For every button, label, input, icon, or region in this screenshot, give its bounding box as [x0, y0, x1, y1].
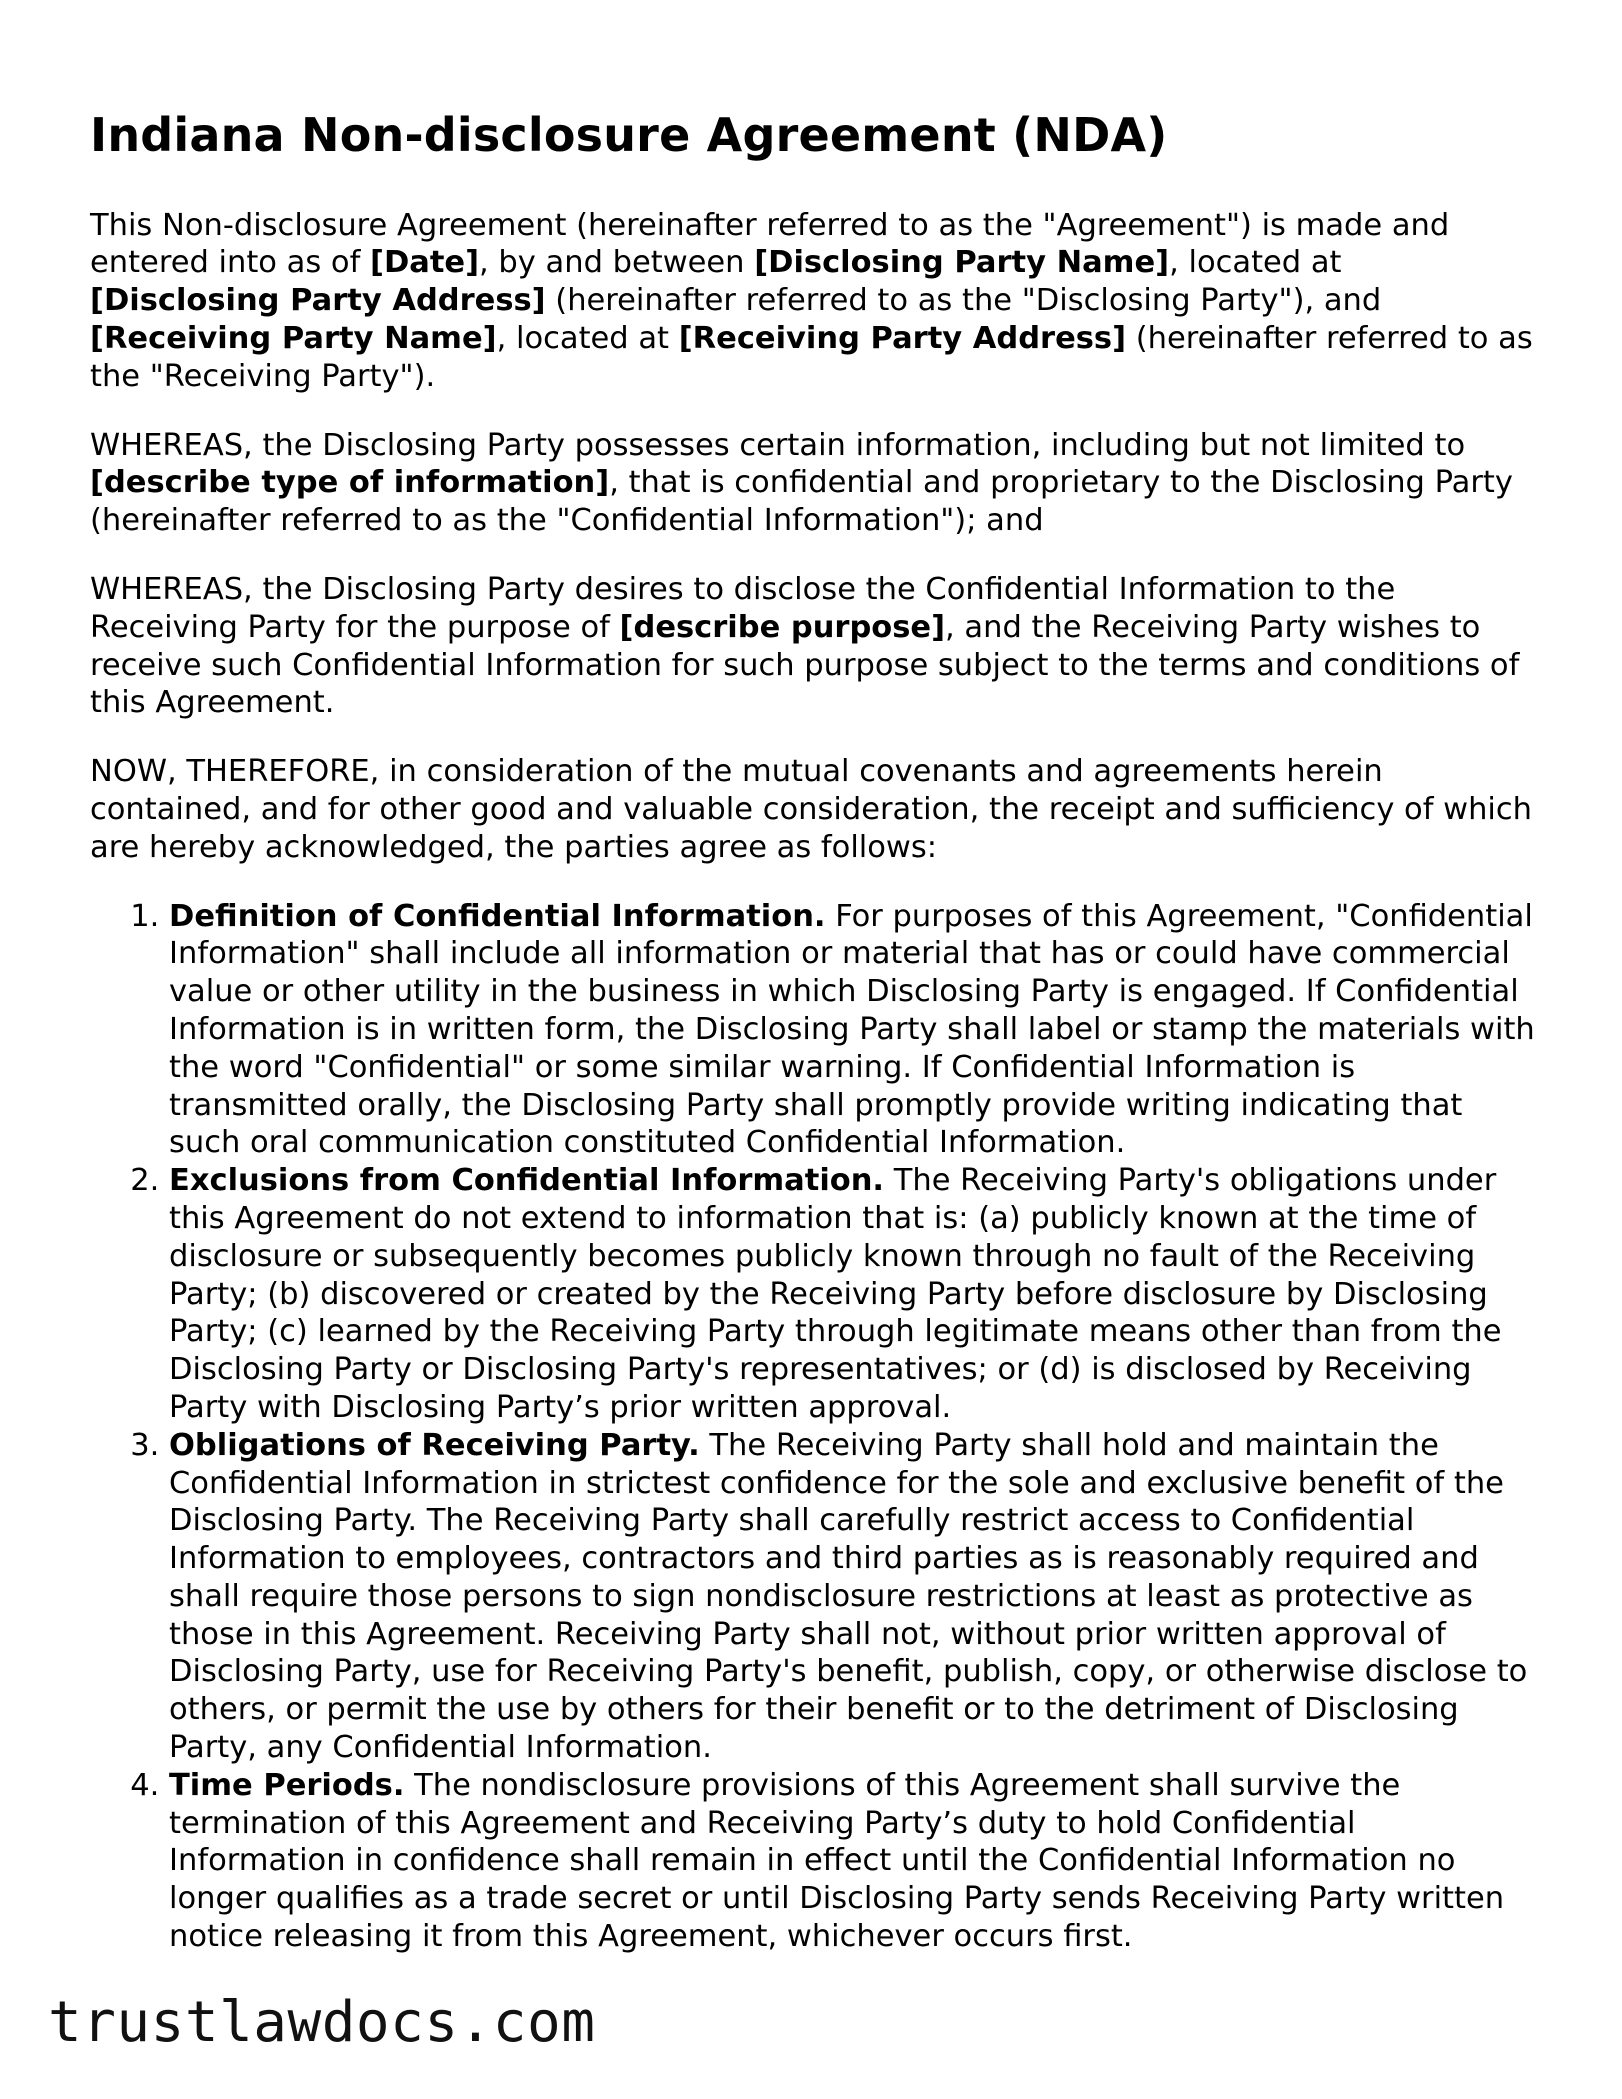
now-therefore-paragraph: NOW, THEREFORE, in consideration of the mutual covenants and agreements herein contained, and for other good and valuable consideration, the receipt and sufficiency of which are hereby acknowledged, the parties agree as follows:	[90, 754, 1533, 865]
document-page	[90, 110, 1540, 1956]
purpose-placeholder: [describe purpose]	[619, 609, 946, 645]
intro-text-2: , by and between	[479, 245, 755, 281]
intro-text-6: (hereinafter referred to as the "Receiving Party").	[90, 320, 1533, 394]
clause-heading: Obligations of Receiving Party.	[169, 1427, 700, 1463]
intro-text-1: This Non-disclosure Agreement (hereinafter referred to as the "Agreement") is made and entered into as of	[90, 207, 1450, 281]
whereas-paragraph-2	[90, 571, 1540, 722]
info-type-placeholder: [describe type of information]	[90, 465, 610, 501]
date-placeholder: [Date]	[370, 245, 480, 281]
clause-item	[169, 1767, 1540, 1956]
intro-text-5: , located at	[496, 320, 679, 356]
clause-heading: Time Periods.	[169, 1767, 405, 1803]
clause-heading: Exclusions from Confidential Information.	[169, 1163, 885, 1199]
whereas1-text-2: , that is confidential and proprietary to the Disclosing Party (hereinafter referred to as the "Confidential Information"); and	[90, 465, 1513, 539]
whereas-paragraph-1	[90, 427, 1540, 540]
whereas2-text-1: WHEREAS, the Disclosing Party desires to disclose the Confidential Information to the Receiving Party for the purpose of	[90, 571, 1396, 645]
intro-text-3: , located at	[1169, 245, 1342, 281]
clause-text: The nondisclosure provisions of this Agreement shall survive the termination of this Agreement and Receiving Party’s duty to hold Confidential Information in confidence shall remain in effect until the Confidential Information no longer qualifies as a trade secret or until Disclosing Party sends Receiving Party written notice releasing it from this Agreement, whichever occurs first.	[169, 1767, 1505, 1955]
clause-heading: Definition of Confidential Information.	[169, 898, 826, 934]
receiving-party-name-placeholder: [Receiving Party Name]	[90, 320, 497, 356]
intro-paragraph	[90, 207, 1540, 396]
watermark: trustlawdocs.com	[48, 1990, 596, 2055]
whereas2-text-2: , and the Receiving Party wishes to receive such Confidential Information for such purpose subject to the terms and conditions of this Agreement.	[90, 609, 1520, 721]
document-title: Indiana Non-disclosure Agreement (NDA)	[90, 108, 1168, 162]
clause-text: For purposes of this Agreement, "Confidential Information" shall include all information or material that has or could have commercial value or other utility in the business in which Disclosing Party is engaged. If Confidential Information is in written form, the Disclosing Party shall label or stamp the materials with the word "Confidential" or some similar warning. If Confidential Information is transmitted orally, the Disclosing Party shall promptly provide writing indicating that such oral communication constituted Confidential Information.	[169, 898, 1535, 1161]
clause-item	[169, 898, 1540, 1163]
clause-text: The Receiving Party's obligations under this Agreement do not extend to information that is: (a) publicly known at the time of disclosure or subsequently becomes publicly known through no fault of the Receiving Party; (b) discovered or created by the Receiving Party before disclosure by Disclosing Party; (c) learned by the Receiving Party through legitimate means other than from the Disclosing Party or Disclosing Party's representatives; or (d) is disclosed by Receiving Party with Disclosing Party’s prior written approval.	[169, 1163, 1502, 1425]
clause-item	[169, 1427, 1540, 1767]
clause-item	[169, 1162, 1540, 1427]
receiving-party-address-placeholder: [Receiving Party Address]	[678, 320, 1127, 356]
clause-text: The Receiving Party shall hold and maintain the Confidential Information in strictest confidence for the sole and exclusive benefit of the Disclosing Party. The Receiving Party shall carefully restrict access to Confidential Information to employees, contractors and third parties as is reasonably required and shall require those persons to sign nondisclosure restrictions at least as protective as those in this Agreement. Receiving Party shall not, without prior written approval of Disclosing Party, use for Receiving Party's benefit, publish, copy, or otherwise disclose to others, or permit the use by others for their benefit or to the detriment of Disclosing Party, any Confidential Information.	[169, 1427, 1528, 1766]
clause-list	[90, 898, 1540, 1956]
disclosing-party-name-placeholder: [Disclosing Party Name]	[754, 245, 1170, 281]
intro-text-4: (hereinafter referred to as the "Disclosing Party"), and	[545, 283, 1382, 319]
whereas1-text-1: WHEREAS, the Disclosing Party possesses certain information, including but not limited to	[90, 427, 1466, 463]
disclosing-party-address-placeholder: [Disclosing Party Address]	[90, 283, 546, 319]
